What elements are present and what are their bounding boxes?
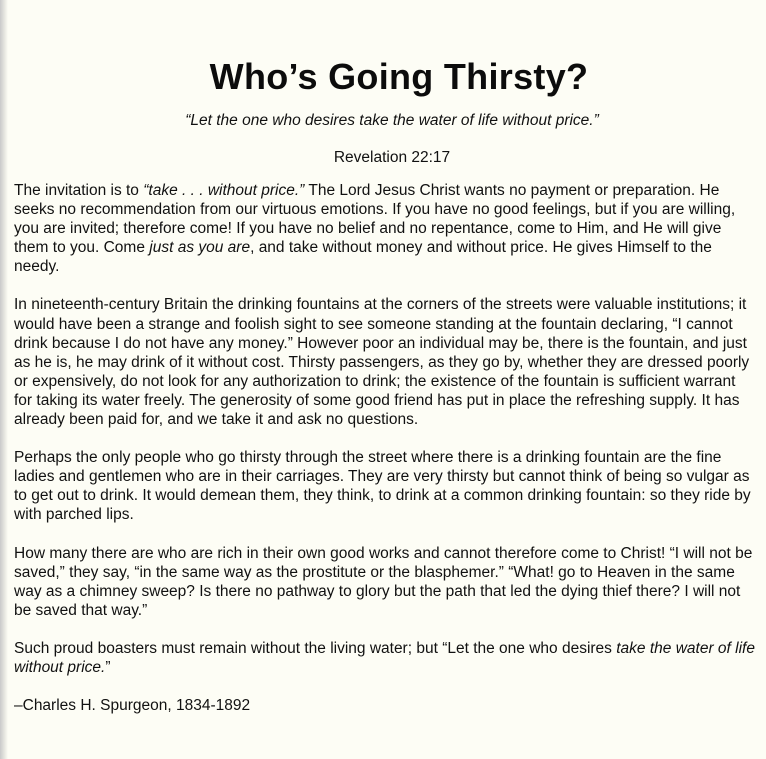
paragraph-5-emphasis: take the water of life without price. <box>14 639 755 676</box>
author-signature: –Charles H. Spurgeon, 1834-1892 <box>14 697 251 715</box>
paragraph-5-text-c: ” <box>105 658 111 676</box>
epigraph-quote: “Let the one who desires take the water of life without price.” <box>185 112 599 129</box>
paragraph-1-text-c: The Lord Jesus Christ wants no payment or preparation. He seeks no recommendation from our virtuous emotions. If you have no good feelings, but if you are willing, you are invited; therefore come! If you have no belief and no repentance, come to Him, and He will give them to you. Come <box>14 182 736 257</box>
paragraph-1 <box>14 181 756 276</box>
page-title: Who’s Going Thirsty? <box>209 56 589 97</box>
paragraph-4: How many there are who are rich in their own good works and cannot therefore come to Christ! “I will not be saved,” they say, “in the same way as the prostitute or the blasphemer.” “What! go to Heaven in the same way as a chimney sweep? Is there no pathway to glory but the path that led the dying thief there? I will not be saved that way.” <box>14 544 753 619</box>
paragraph-5 <box>14 639 756 677</box>
paragraph-2: In nineteenth-century Britain the drinking fountains at the corners of the streets were valuable institutions; it would have been a strange and foolish sight to see someone standing at the fountain declaring, “I cannot drink because I do not have any money.” However poor an individual may be, there is the fountain, and just as he is, he may drink of it without cost. Thirsty passengers, as they go by, whether they are dressed poorly or expensively, do not look for any authorization to drink; the existence of the fountain is sufficient warrant for taking its water freely. The generosity of some good friend has put in place the refreshing supply. It has already been paid for, and we take it and ask no questions. <box>14 296 750 429</box>
paragraph-1-text-e: , and take without money and without price. He gives Himself to the needy. <box>14 239 712 276</box>
paragraph-1-emphasis-as-you-are: just as you are <box>149 239 251 257</box>
paragraph-5-text-a: Such proud boasters must remain without the living water; but “Let the one who desires <box>14 639 617 657</box>
page-left-edge <box>0 0 8 759</box>
paragraph-3: Perhaps the only people who go thirsty through the street where there is a drinking fountain are the fine ladies and gentlemen who are in their carriages. They are very thirsty but cannot think of being so vulgar as to get out to drink. It would demean them, they think, to drink at a common drinking fountain: so they ride by with parched lips. <box>14 449 751 524</box>
article-body <box>14 181 756 734</box>
scripture-reference: Revelation 22:17 <box>333 149 451 166</box>
paragraph-1-emphasis-quote: “take . . . without price.” <box>143 182 305 199</box>
paragraph-1-text-a: The invitation is to <box>14 182 144 199</box>
